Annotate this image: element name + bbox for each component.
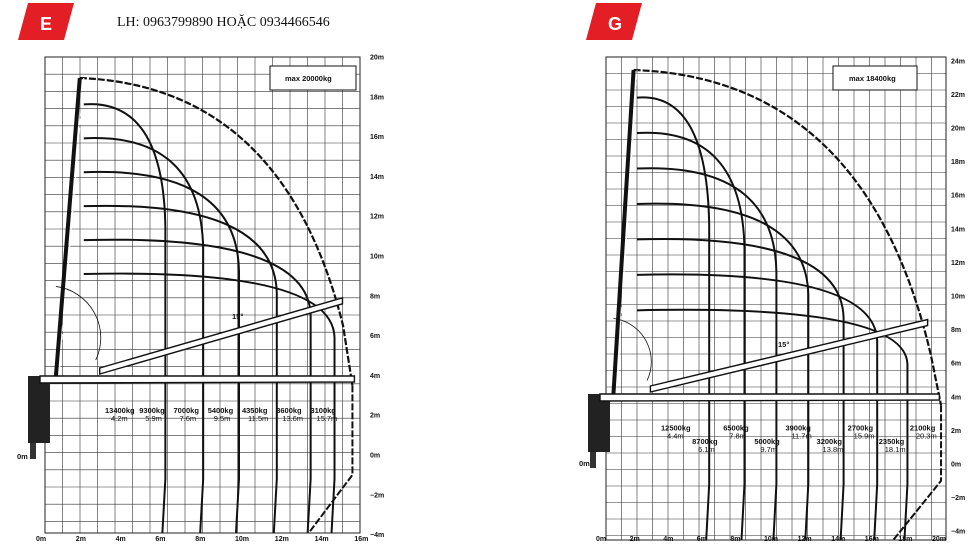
- crane-column: [28, 376, 50, 443]
- chart-g-zero-label: 0m: [579, 459, 590, 468]
- y-tick-label: −2m: [370, 492, 385, 500]
- chart-g-crane: [588, 70, 939, 468]
- boom-15deg: [100, 298, 343, 374]
- x-tick-label: 6m: [155, 536, 166, 543]
- x-tick-label: 14m: [314, 536, 329, 543]
- y-tick-label: 10m: [951, 293, 966, 301]
- chart-e-max-label: max 20000kg: [285, 74, 332, 83]
- load-radius-label: 6.1m: [698, 444, 715, 454]
- x-tick-label: 8m: [195, 536, 206, 543]
- load-radius-label: 15.9m: [853, 431, 875, 441]
- chart-g-load-labels: [661, 423, 937, 453]
- load-curve: [637, 274, 877, 540]
- load-curve: [637, 97, 709, 540]
- load-kg-label: 3200kg: [816, 436, 842, 446]
- badge-e-letter: E: [40, 14, 53, 34]
- y-tick-label: 14m: [951, 226, 966, 234]
- badge-g-letter: G: [608, 14, 623, 34]
- y-tick-label: −2m: [951, 495, 966, 503]
- y-tick-label: 0m: [951, 461, 962, 469]
- chart-e-angle-label: 15°: [232, 312, 244, 321]
- y-tick-label: 0m: [370, 452, 381, 460]
- load-kg-label: 2100kg: [909, 423, 936, 433]
- load-radius-label: 11.7m: [791, 431, 812, 441]
- chart-e-zero-label: 0m: [17, 452, 28, 461]
- load-radius-label: 18.1m: [884, 444, 906, 454]
- load-radius-label: 7.6m: [179, 414, 197, 424]
- y-tick-label: 18m: [370, 94, 385, 102]
- chart-e: [17, 55, 384, 544]
- load-radius-label: 9.5m: [213, 414, 231, 424]
- load-radius-label: 15.7m: [316, 414, 338, 424]
- chart-e-y-axis: [370, 55, 384, 540]
- load-curve: [637, 133, 745, 540]
- load-kg-label: 5400kg: [207, 406, 234, 416]
- load-radius-label: 9.7m: [760, 444, 778, 454]
- x-tick-label: 8m: [730, 536, 741, 543]
- x-tick-label: 20m: [932, 536, 947, 543]
- boom-raised: [613, 70, 633, 394]
- x-tick-label: 10m: [764, 536, 779, 543]
- x-tick-label: 16m: [864, 536, 879, 543]
- chart-e-load-curves: [80, 78, 353, 533]
- x-tick-label: 10m: [235, 536, 250, 543]
- boom-15deg: [650, 320, 927, 392]
- boom-horizontal: [600, 394, 939, 401]
- x-tick-label: 4m: [663, 536, 674, 543]
- x-tick-label: 14m: [831, 536, 846, 543]
- y-tick-label: 4m: [951, 394, 962, 402]
- chart-g-angle-label: 15°: [778, 340, 790, 349]
- x-tick-label: 16m: [354, 536, 369, 543]
- load-kg-label: 12500kg: [661, 423, 691, 433]
- x-tick-label: 12m: [274, 536, 289, 543]
- crane-column: [588, 394, 610, 452]
- load-radius-label: 13.6m: [282, 414, 304, 424]
- x-tick-label: 0m: [596, 536, 607, 543]
- contact-text: LH: 0963799890 HOẶC 0934466546: [117, 15, 330, 30]
- y-tick-label: 2m: [951, 427, 962, 435]
- load-kg-label: 2700kg: [847, 423, 874, 433]
- boom-raised-detail: [616, 70, 637, 394]
- y-tick-label: −4m: [951, 528, 966, 536]
- load-radius-label: 7.8m: [729, 431, 746, 441]
- y-tick-label: 18m: [951, 159, 966, 167]
- y-tick-label: −4m: [370, 532, 385, 540]
- load-radius-label: 4.4m: [667, 431, 684, 441]
- x-tick-label: 18m: [898, 536, 913, 543]
- load-kg-label: 5000kg: [754, 436, 780, 446]
- y-tick-label: 6m: [951, 360, 962, 368]
- y-tick-label: 16m: [370, 134, 385, 142]
- load-kg-label: 7000kg: [173, 406, 199, 416]
- y-tick-label: 8m: [370, 293, 381, 301]
- boom-horizontal: [40, 376, 354, 383]
- load-curve: [84, 104, 166, 533]
- load-kg-label: 3600kg: [276, 406, 302, 416]
- load-kg-label: 6500kg: [723, 423, 749, 433]
- load-kg-label: 4350kg: [241, 406, 268, 416]
- chart-g-y-axis: [951, 58, 965, 535]
- x-tick-label: 2m: [75, 536, 86, 543]
- load-radius-label: 4.2m: [111, 414, 128, 424]
- y-tick-label: 22m: [951, 91, 966, 99]
- crane-base: [590, 452, 596, 468]
- y-tick-label: 20m: [370, 54, 385, 62]
- y-tick-label: 24m: [951, 58, 966, 66]
- y-tick-label: 16m: [951, 192, 966, 200]
- boom-raised: [56, 78, 80, 376]
- x-tick-label: 4m: [115, 536, 126, 543]
- y-tick-label: 10m: [370, 253, 385, 261]
- load-kg-label: 13400kg: [105, 406, 135, 416]
- y-tick-label: 6m: [370, 333, 381, 341]
- chart-e-load-labels: [105, 406, 337, 423]
- y-tick-label: 4m: [370, 372, 381, 380]
- y-tick-label: 8m: [951, 327, 962, 335]
- y-tick-label: 14m: [370, 173, 385, 181]
- y-tick-label: 2m: [370, 412, 381, 420]
- y-tick-label: 20m: [951, 125, 966, 133]
- load-radius-label: 20.3m: [915, 431, 937, 441]
- chart-e-x-axis: [36, 536, 368, 543]
- chart-g-max-label: max 18400kg: [849, 74, 896, 83]
- load-radius-label: 11.5m: [247, 414, 269, 424]
- load-radius-label: 5.9m: [145, 414, 162, 424]
- y-tick-label: 12m: [951, 259, 966, 267]
- load-kg-label: 3100kg: [310, 406, 336, 416]
- crane-base: [30, 443, 36, 459]
- load-kg-label: 2350kg: [878, 436, 905, 446]
- y-tick-label: 12m: [370, 213, 385, 221]
- load-kg-label: 9300kg: [139, 406, 165, 416]
- load-kg-label: 8700kg: [692, 436, 718, 446]
- load-radius-label: 13.8m: [822, 444, 844, 454]
- x-tick-label: 0m: [36, 536, 47, 543]
- x-tick-label: 12m: [797, 536, 812, 543]
- chart-g: [579, 57, 965, 543]
- load-kg-label: 3900kg: [785, 423, 811, 433]
- x-tick-label: 6m: [696, 536, 707, 543]
- chart-e-crane: [28, 78, 354, 459]
- x-tick-label: 2m: [629, 536, 640, 543]
